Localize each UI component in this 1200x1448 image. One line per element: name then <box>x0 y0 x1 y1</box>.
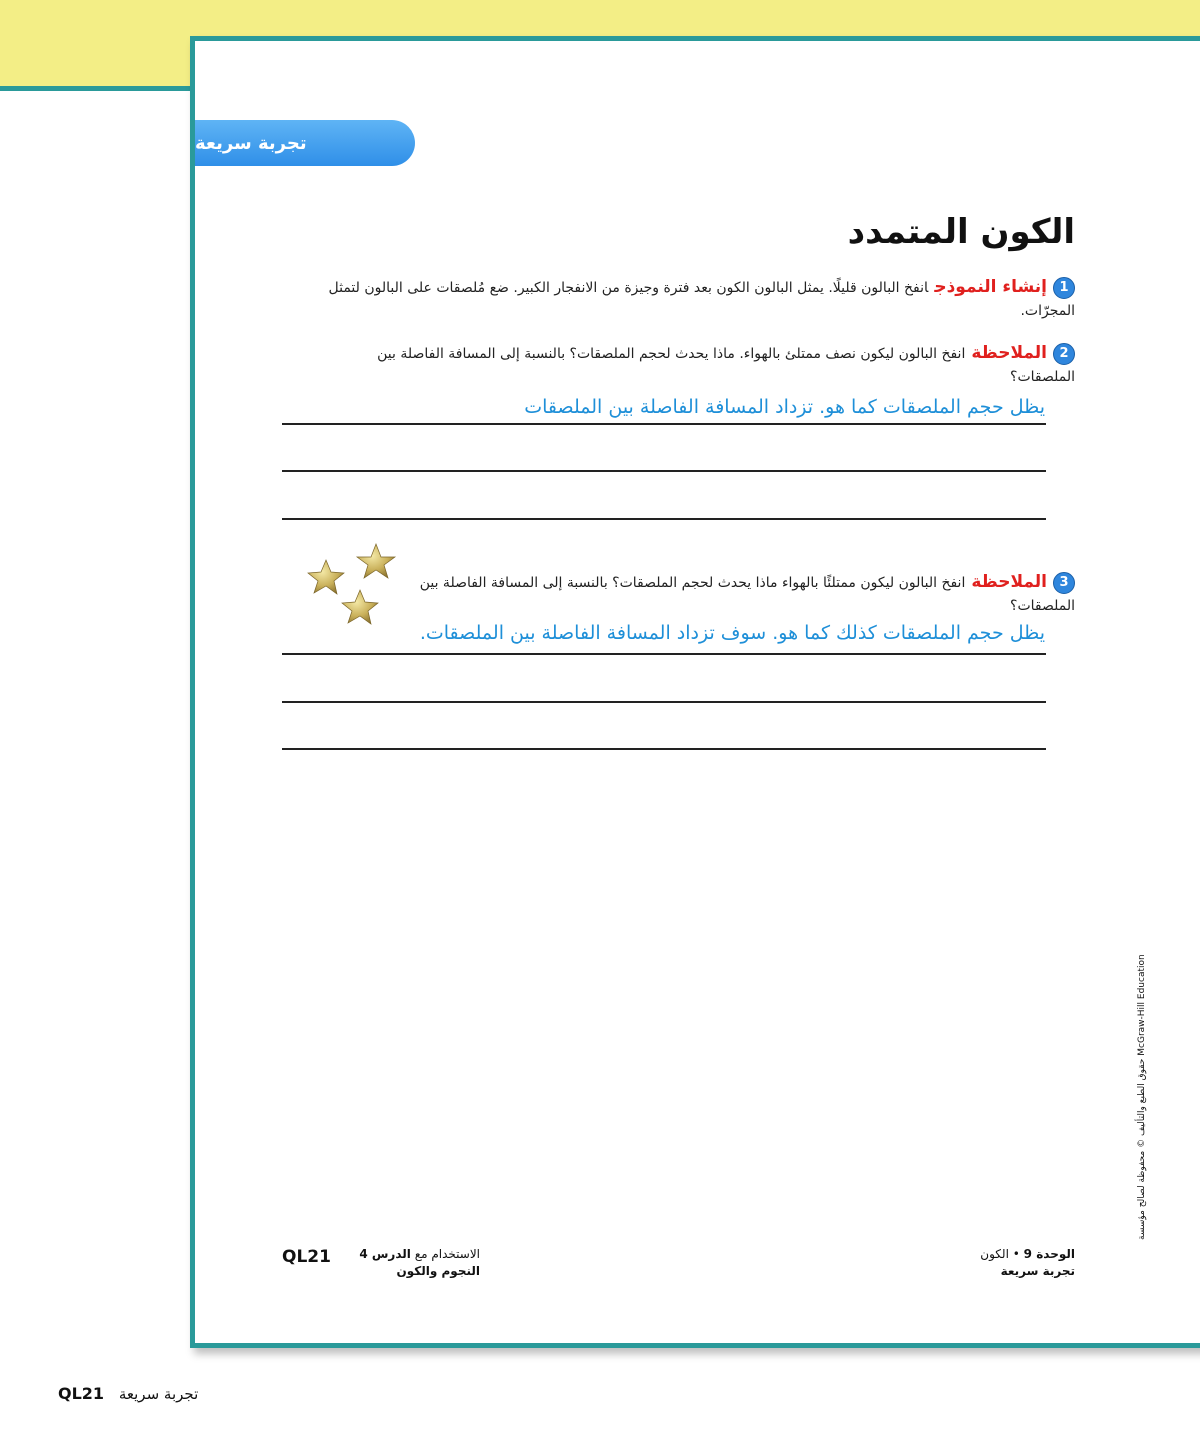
page-title: الكون المتمدد <box>847 212 1075 252</box>
section-name: تجربة سريعة <box>1000 1264 1075 1278</box>
stars-illustration <box>300 540 400 630</box>
step-number: 1 <box>1053 277 1075 299</box>
step-text: انفخ البالون ليكون نصف ممتلئ بالهواء. ماذا يحدث لحجم الملصقات؟ بالنسبة إلى المسافة الفاصلة بين الملصقات؟ <box>377 346 1075 385</box>
star-icon <box>357 544 395 578</box>
use-with-prefix: الاستخدام مع <box>414 1247 480 1261</box>
answer-2: يظل حجم الملصقات كما هو. تزداد المسافة الفاصلة بين الملصقات <box>524 396 1045 418</box>
lesson-title: النجوم والكون <box>396 1264 480 1278</box>
bottom-section-name: تجربة سريعة <box>118 1385 199 1403</box>
answer-line <box>282 748 1046 750</box>
star-icon <box>342 590 378 624</box>
answer-line <box>282 518 1046 520</box>
step-text: انفخ البالون قليلًا. يمثل البالون الكون بعد فترة وجيزة من الانفجار الكبير. ضع مُلصقات على البالون لتمثل المجرّات. <box>328 280 1075 319</box>
copyright-notice: حقوق الطبع والتأليف © محفوظة لصالح مؤسسة McGraw-Hill Education <box>1137 954 1147 1240</box>
bottom-page-code: QL21 <box>58 1384 105 1403</box>
step-label: إنشاء النموذج <box>934 277 1047 297</box>
step-1 <box>310 276 1075 323</box>
step-label: الملاحظة <box>971 572 1047 592</box>
section-tab-label: تجربة سريعة <box>195 132 307 154</box>
unit-number: الوحدة 9 <box>1023 1247 1075 1261</box>
step-number: 3 <box>1053 572 1075 594</box>
step-number: 2 <box>1053 343 1075 365</box>
answer-line <box>282 423 1046 425</box>
answer-line <box>282 701 1046 703</box>
lesson-reference <box>345 1246 480 1280</box>
section-tab <box>195 120 415 166</box>
step-text: انفخ البالون ليكون ممتلئًا بالهواء ماذا يحدث لحجم الملصقات؟ بالنسبة إلى المسافة الفاصلة بين الملصقات؟ <box>419 575 1075 614</box>
answer-line <box>282 470 1046 472</box>
bottom-page-label <box>58 1384 198 1403</box>
answer-3: يظل حجم الملصقات كذلك كما هو. سوف تزداد المسافة الفاصلة بين الملصقات. <box>419 622 1045 644</box>
left-divider <box>0 86 192 91</box>
lesson-number: الدرس 4 <box>359 1247 411 1261</box>
answer-line <box>282 653 1046 655</box>
unit-reference <box>980 1246 1075 1280</box>
star-icon <box>308 560 344 594</box>
unit-title: • الكون <box>980 1247 1020 1261</box>
step-2 <box>310 342 1075 389</box>
page-code: QL21 <box>282 1247 331 1267</box>
step-3 <box>415 571 1075 618</box>
step-label: الملاحظة <box>971 343 1047 363</box>
